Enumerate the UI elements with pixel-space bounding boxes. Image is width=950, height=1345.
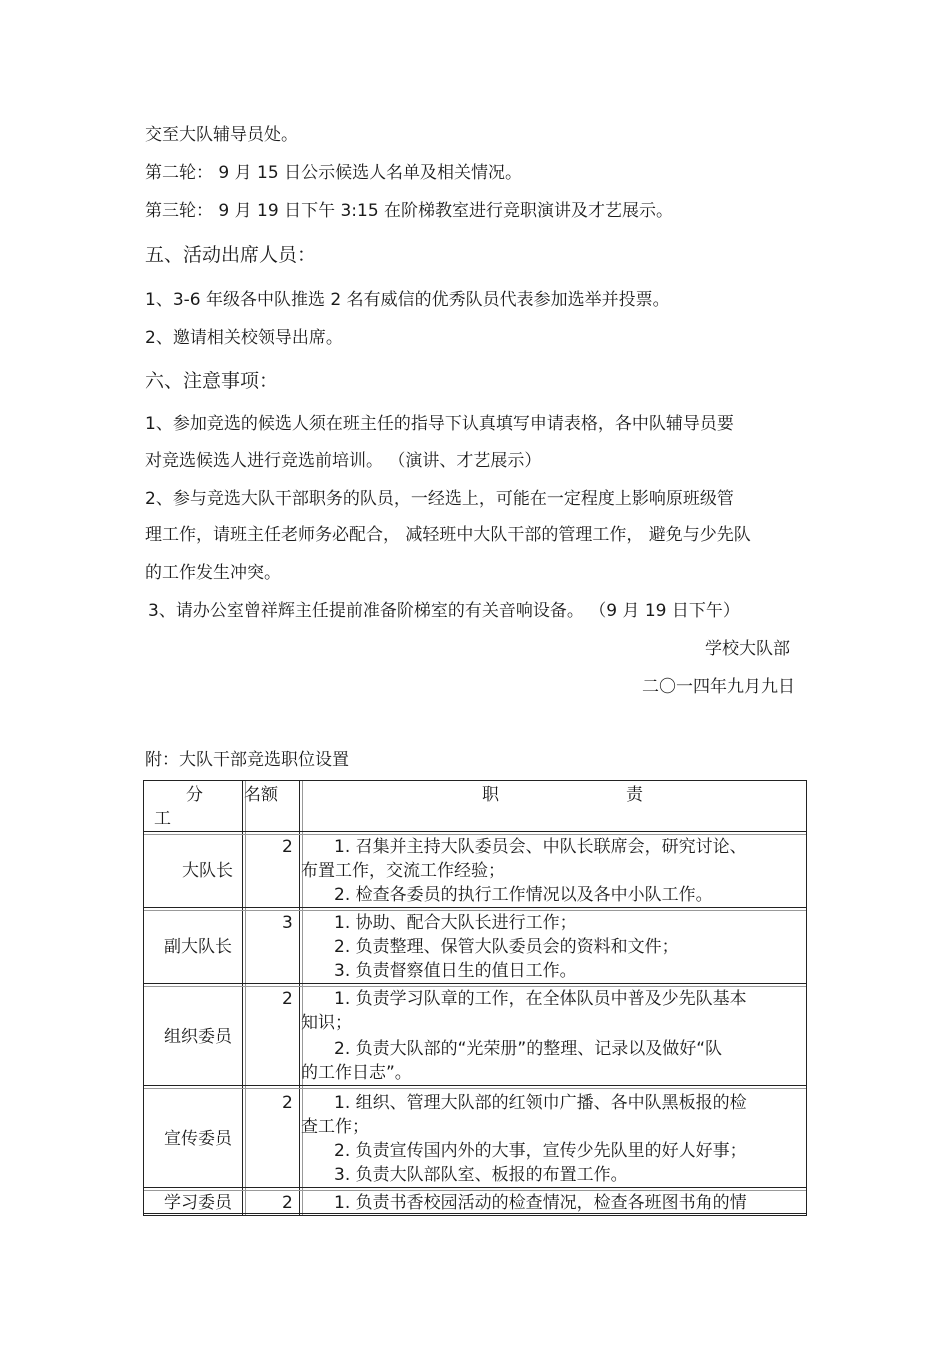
duty-line: 3. 负责督察值日生的值日工作。 — [334, 961, 577, 981]
position-quota: 2 — [282, 1093, 293, 1113]
position-name: 大队长 — [182, 861, 233, 881]
duty-line: 1. 协助、配合大队长进行工作； — [334, 913, 577, 933]
notice-item-1-line-1: 1、参加竞选的候选人须在班主任的指导下认真填写申请表格，各中队辅导员要 — [145, 414, 734, 434]
duty-line: 1. 负责书香校园活动的检查情况，检查各班图书角的情 — [334, 1193, 747, 1213]
position-quota: 3 — [282, 913, 293, 933]
notice-item-1-line-2: 对竞选候选人进行竞选前培训。 （演讲、才艺展示） — [145, 451, 542, 471]
duty-line: 查工作； — [301, 1117, 369, 1137]
duty-line: 1. 负责学习队章的工作，在全体队员中普及少先队基本 — [334, 989, 747, 1009]
paragraph-line: 交至大队辅导员处。 — [145, 125, 298, 145]
duty-line: 1. 召集并主持大队委员会、中队长联席会，研究讨论、 — [334, 837, 747, 857]
round-three-line: 第三轮： 9 月 19 日下午 3:15 在阶梯教室进行竞职演讲及才艺展示。 — [145, 201, 674, 221]
date: 二〇一四年九月九日 — [642, 677, 795, 697]
attendance-item-2: 2、邀请相关校领导出席。 — [145, 328, 343, 348]
notice-item-2-line-2: 理工作，请班主任老师务必配合， 减轻班中大队干部的管理工作， 避免与少先队 — [145, 525, 751, 545]
section-five-heading: 五、活动出席人员： — [145, 244, 317, 266]
duty-line: 1. 组织、管理大队部的红领巾广播、各中队黑板报的检 — [334, 1093, 747, 1113]
section-six-heading: 六、注意事项： — [145, 370, 279, 392]
position-quota: 2 — [282, 989, 293, 1009]
attendance-item-1: 1、3-6 年级各中队推选 2 名有威信的优秀队员代表参加选举并投票。 — [145, 290, 670, 310]
position-quota: 2 — [282, 837, 293, 857]
notice-item-2-line-3: 的工作发生冲突。 — [145, 563, 281, 583]
header-quota: 名额 — [244, 785, 278, 805]
duty-line: 2. 负责宣传国内外的大事，宣传少先队里的好人好事； — [334, 1141, 747, 1161]
position-name: 组织委员 — [164, 1027, 232, 1047]
header-division-1: 分 — [186, 785, 203, 805]
duty-line: 2. 检查各委员的执行工作情况以及各中小队工作。 — [334, 885, 713, 905]
notice-item-2-line-1: 2、参与竞选大队干部职务的队员，一经选上，可能在一定程度上影响原班级管 — [145, 489, 734, 509]
duty-line: 的工作日志”。 — [301, 1063, 412, 1083]
duty-line: 布置工作，交流工作经验； — [301, 861, 505, 881]
position-quota: 2 — [282, 1193, 293, 1213]
duty-line: 2. 负责整理、保管大队委员会的资料和文件； — [334, 937, 679, 957]
header-duty-2: 责 — [626, 785, 643, 805]
notice-item-3: 3、请办公室曾祥辉主任提前准备阶梯室的有关音响设备。 （9 月 19 日下午） — [148, 601, 740, 621]
appendix-title: 附：大队干部竞选职位设置 — [145, 750, 349, 770]
header-duty-1: 职 — [482, 785, 499, 805]
positions-table — [143, 780, 807, 1216]
signature: 学校大队部 — [705, 639, 790, 659]
duty-line: 3. 负责大队部队室、板报的布置工作。 — [334, 1165, 628, 1185]
round-two-line: 第二轮： 9 月 15 日公示候选人名单及相关情况。 — [145, 163, 523, 183]
duty-line: 知识； — [301, 1013, 352, 1033]
header-division-2: 工 — [154, 809, 171, 829]
duty-line: 2. 负责大队部的“光荣册”的整理、记录以及做好“队 — [334, 1039, 723, 1059]
position-name: 副大队长 — [164, 937, 232, 957]
position-name: 学习委员 — [164, 1193, 232, 1213]
position-name: 宣传委员 — [164, 1129, 232, 1149]
